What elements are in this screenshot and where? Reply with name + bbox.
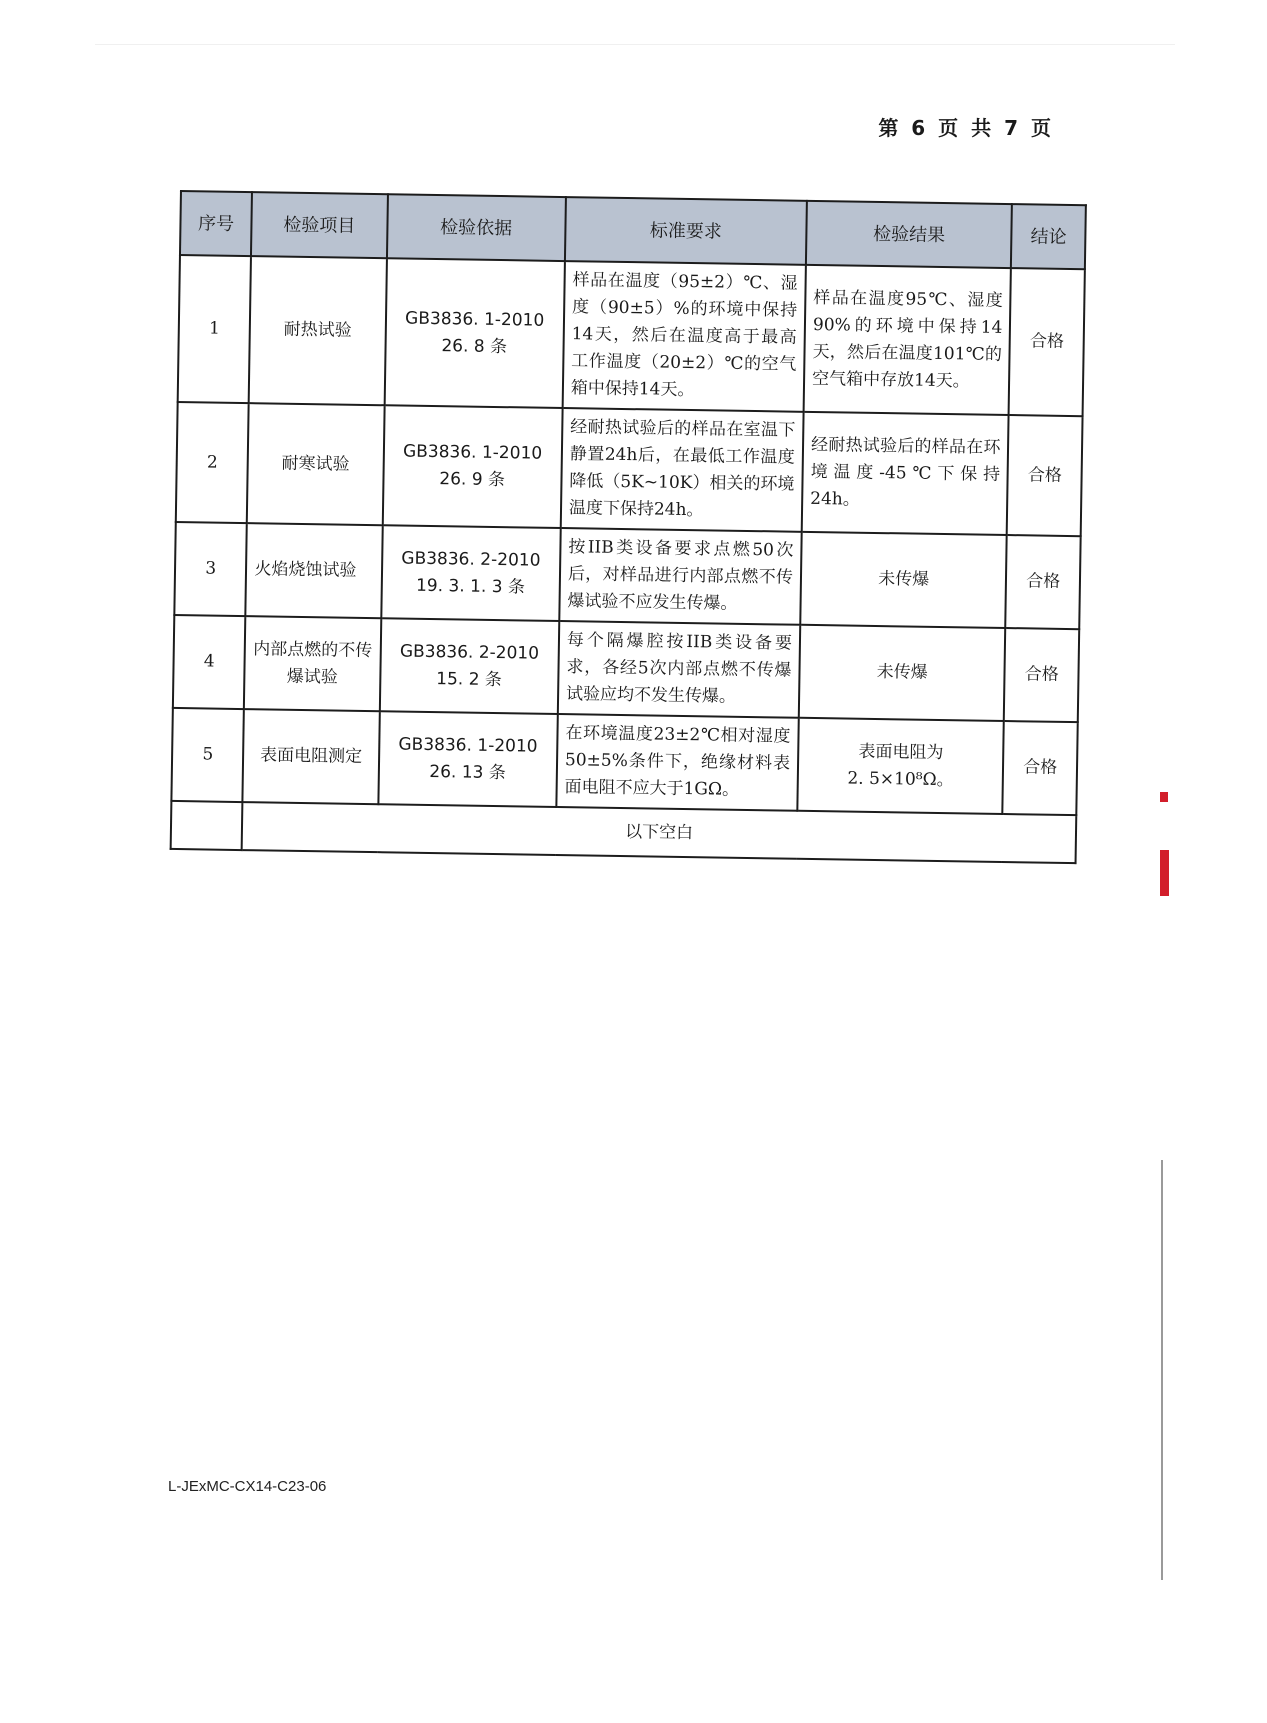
conclusion: 合格 bbox=[1003, 721, 1078, 815]
column-header-conclusion: 结论 bbox=[1011, 204, 1086, 269]
scan-fold-line bbox=[95, 44, 1175, 45]
row-number: 3 bbox=[174, 522, 247, 616]
blank-cell bbox=[171, 801, 243, 850]
basis-standard: GB3836. 1-2010 bbox=[398, 734, 538, 757]
scan-edge-line bbox=[1161, 1160, 1163, 1580]
row-number: 5 bbox=[171, 708, 244, 802]
test-item: 耐热试验 bbox=[249, 256, 386, 405]
conclusion: 合格 bbox=[1007, 415, 1082, 536]
standard-requirement: 在环境温度23±2℃相对湿度50±5%条件下，绝缘材料表面电阻不应大于1GΩ。 bbox=[556, 714, 799, 811]
basis-clause: 15. 2 条 bbox=[436, 668, 503, 690]
standard-requirement: 每个隔爆腔按IIB类设备要求，各经5次内部点燃不传爆试验应均不发生传爆。 bbox=[558, 621, 801, 718]
conclusion: 合格 bbox=[1009, 268, 1085, 416]
table-row bbox=[178, 255, 1085, 416]
form-code: L-JExMC-CX14-C23-06 bbox=[168, 1478, 327, 1495]
standard-requirement: 经耐热试验后的样品在室温下静置24h后，在最低工作温度降低（5K~10K）相关的环境温度下保持24h。 bbox=[561, 408, 804, 532]
row-number: 2 bbox=[176, 402, 249, 523]
result-value: 2. 5×10⁸Ω。 bbox=[847, 768, 954, 790]
test-item: 火焰烧蚀试验 bbox=[246, 523, 383, 618]
basis-clause: 26. 8 条 bbox=[441, 335, 508, 357]
row-number: 1 bbox=[178, 255, 252, 403]
column-header-requirement: 标准要求 bbox=[565, 197, 807, 265]
table-row bbox=[176, 402, 1083, 536]
row-number: 4 bbox=[173, 615, 246, 709]
table-row bbox=[173, 615, 1079, 722]
basis-standard: GB3836. 1-2010 bbox=[404, 308, 545, 331]
test-basis bbox=[379, 618, 559, 714]
test-basis bbox=[381, 525, 561, 621]
table-row bbox=[171, 708, 1077, 815]
test-result bbox=[797, 718, 1004, 814]
conclusion: 合格 bbox=[1006, 535, 1081, 629]
test-result: 未传爆 bbox=[799, 625, 1006, 721]
column-header-item: 检验项目 bbox=[251, 192, 387, 258]
page-number: 第 6 页 共 7 页 bbox=[878, 116, 1054, 140]
test-result: 未传爆 bbox=[800, 532, 1007, 628]
basis-standard: GB3836. 1-2010 bbox=[402, 441, 543, 464]
stamp-fragment-top bbox=[1160, 792, 1168, 802]
test-item: 内部点燃的不传爆试验 bbox=[244, 616, 381, 711]
column-header-no: 序号 bbox=[180, 191, 252, 256]
result-label: 表面电阻为 bbox=[858, 741, 944, 763]
basis-clause: 19. 3. 1. 3 条 bbox=[415, 575, 526, 597]
stamp-fragment-bottom bbox=[1160, 850, 1169, 896]
test-item: 耐寒试验 bbox=[247, 403, 384, 525]
table-row bbox=[174, 522, 1080, 629]
basis-clause: 26. 9 条 bbox=[439, 469, 506, 491]
column-header-basis: 检验依据 bbox=[386, 194, 565, 261]
conclusion: 合格 bbox=[1004, 628, 1079, 722]
test-basis bbox=[384, 258, 565, 408]
inspection-table-wrapper bbox=[170, 190, 1087, 864]
test-basis bbox=[382, 405, 562, 528]
test-result: 经耐热试验后的样品在环境温度-45℃下保持24h。 bbox=[802, 412, 1009, 535]
basis-standard: GB3836. 2-2010 bbox=[401, 548, 541, 571]
standard-requirement: 样品在温度（95±2）℃、湿度（90±5）%的环境中保持14天，然后在温度高于最高工作温度（20±2）℃的空气箱中保持14天。 bbox=[563, 261, 806, 412]
blank-note: 以下空白 bbox=[242, 802, 1076, 863]
basis-standard: GB3836. 2-2010 bbox=[399, 641, 540, 664]
test-item: 表面电阻测定 bbox=[243, 709, 380, 804]
basis-clause: 26. 13 条 bbox=[429, 761, 506, 783]
inspection-results-table bbox=[170, 190, 1087, 864]
standard-requirement: 按IIB类设备要求点燃50次后，对样品进行内部点燃不传爆试验不应发生传爆。 bbox=[559, 528, 802, 625]
test-basis bbox=[378, 711, 558, 807]
test-result: 样品在温度95℃、湿度90%的环境中保持14天，然后在温度101℃的空气箱中存放14天。 bbox=[804, 265, 1012, 415]
column-header-result: 检验结果 bbox=[806, 201, 1012, 268]
